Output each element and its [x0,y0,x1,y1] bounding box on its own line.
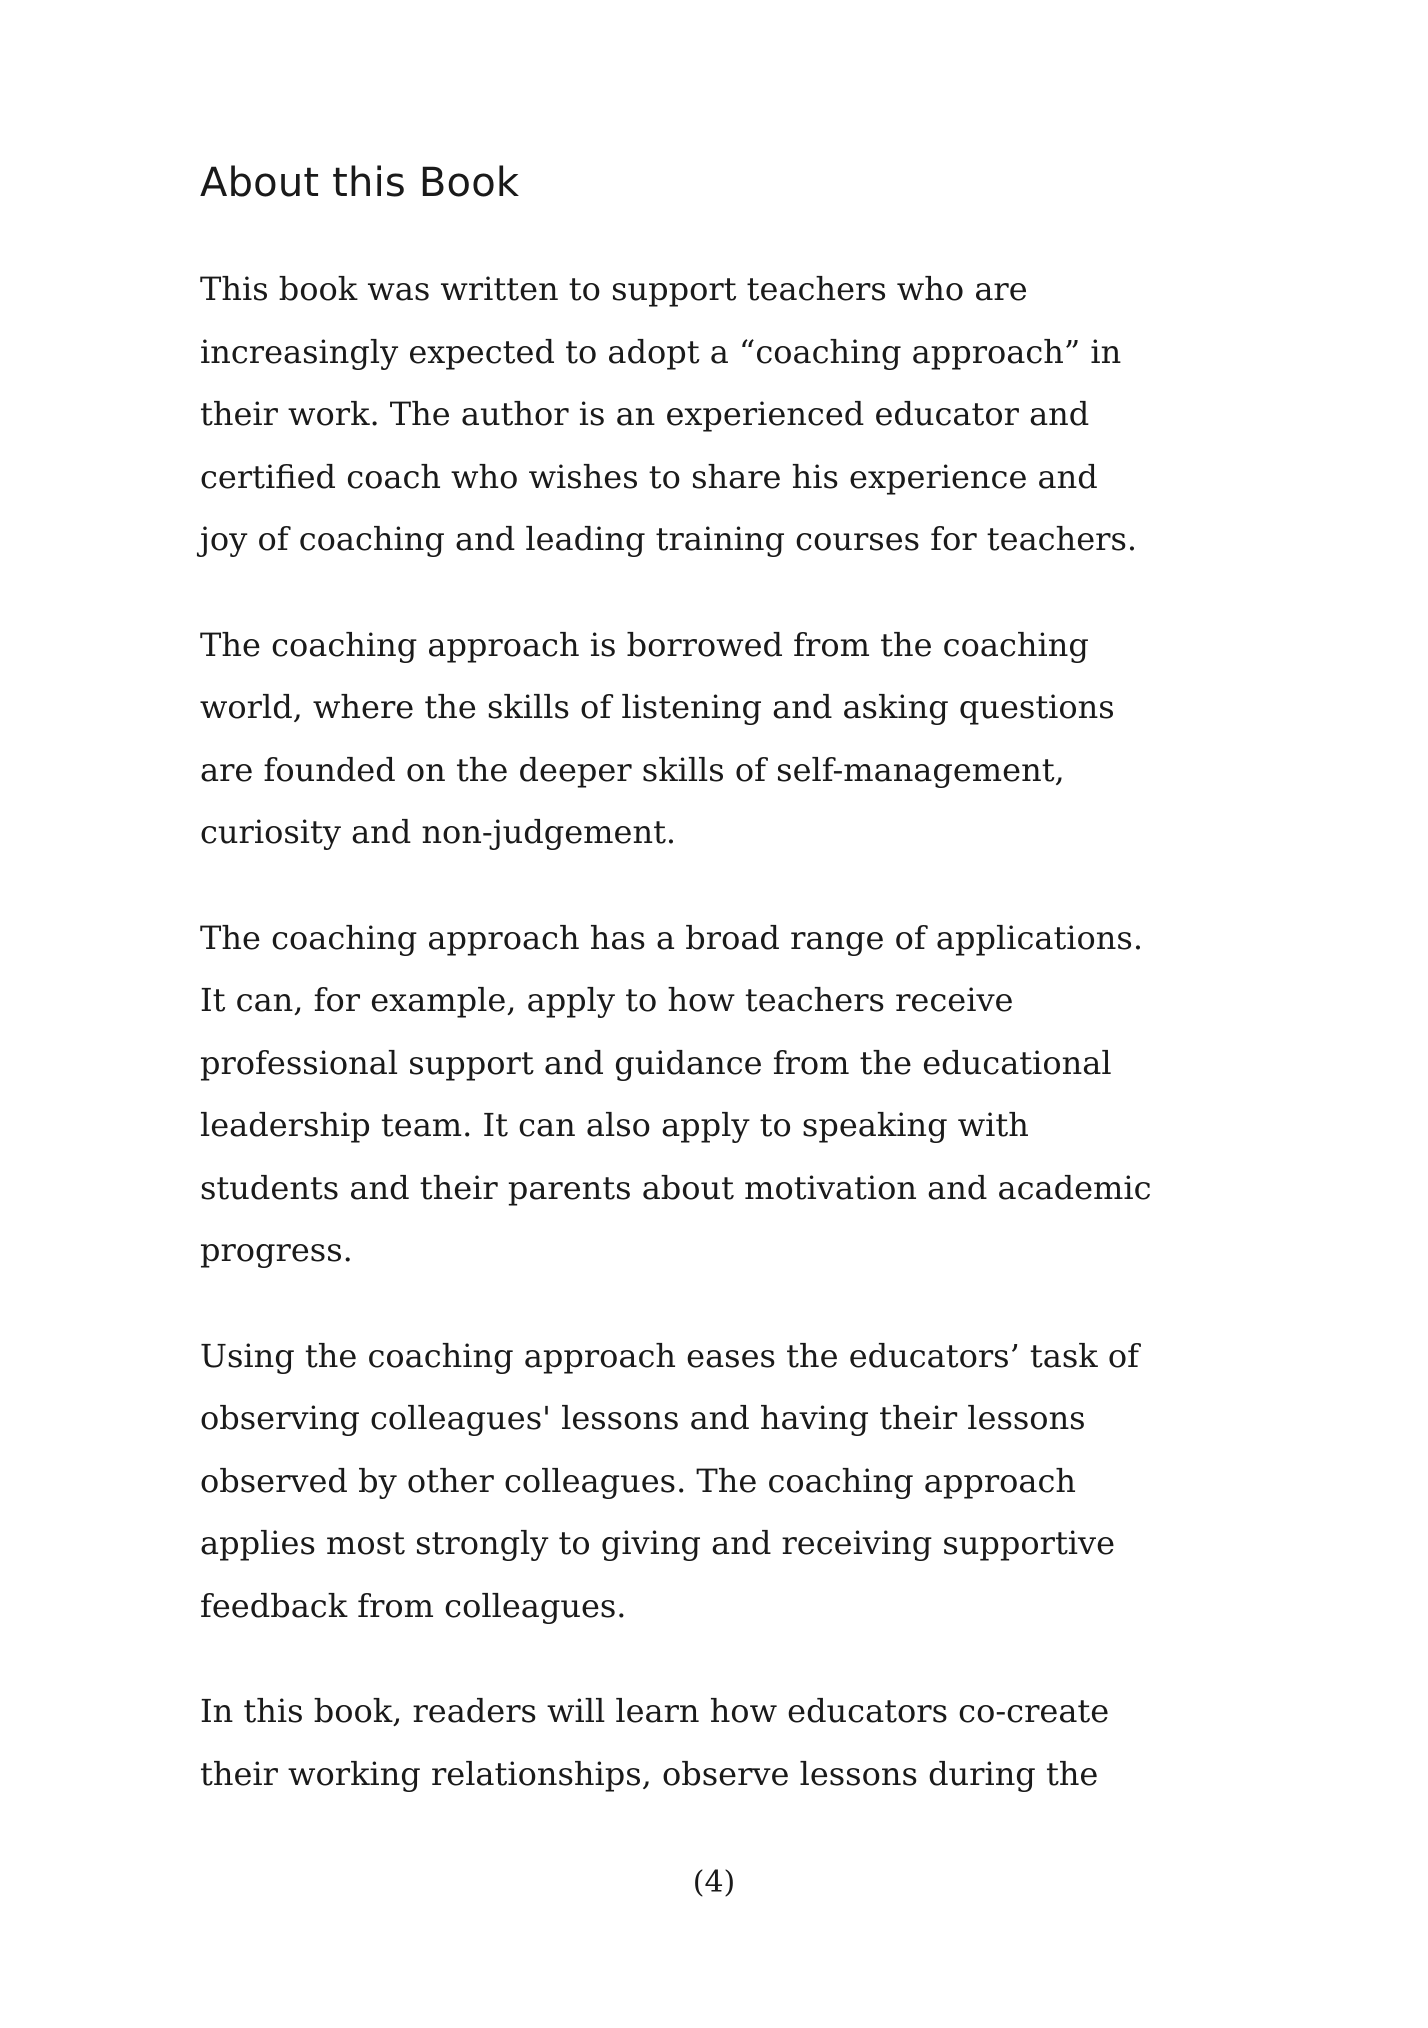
body-text [200,258,1260,1848]
paragraph-3: The coaching approach has a broad range of applications. It can, for example, apply to how teachers receive professional support and guidance from the educational leadership team. It can also apply to speaking with students and their parents about motivation and academic progress. [200,918,1152,1269]
page-number: (4) [692,1865,736,1900]
paragraph-2: The coaching approach is borrowed from the coaching world, where the skills of listening and asking questions are founded on the deeper skills of self-management, curiosity and non-judgement. [200,625,1115,851]
paragraph-1: This book was written to support teachers who are increasingly expected to adopt a “coaching approach” in their work. The author is an experienced educator and certified coach who wishes to share his experience and joy of coaching and leading training courses for teachers. [200,270,1138,558]
page-heading: About this Book [200,160,520,206]
paragraph-5: In this book, readers will learn how educators co-create their working relationships, observe lessons during the [200,1692,1110,1793]
paragraph-4: Using the coaching approach eases the educators’ task of observing colleagues' lessons and having their lessons observed by other colleagues. The coaching approach applies most strongly to giving and receiving supportive feedback from colleagues. [200,1336,1139,1625]
